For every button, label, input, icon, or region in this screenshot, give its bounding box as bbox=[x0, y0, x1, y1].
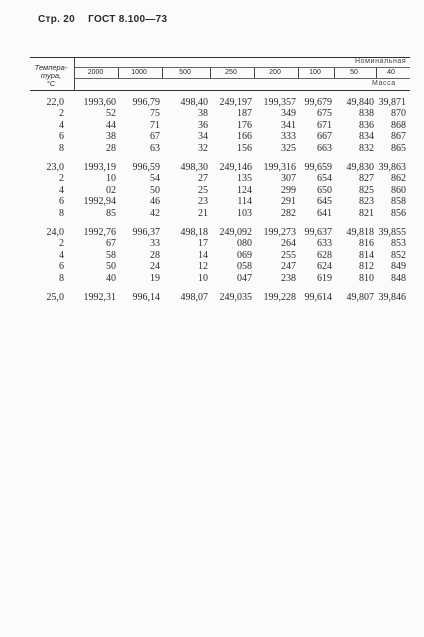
mass-cell: 996,79 bbox=[132, 97, 160, 108]
table-row bbox=[0, 120, 424, 131]
mass-cell: 628 bbox=[317, 249, 332, 261]
mass-cell: 99,659 bbox=[304, 162, 332, 173]
temperature-cell: 6 bbox=[59, 131, 64, 143]
temperature-cell: 6 bbox=[59, 261, 64, 273]
table-row bbox=[0, 227, 424, 238]
mass-cell: 99,679 bbox=[304, 97, 332, 108]
column-header-rule bbox=[75, 67, 410, 68]
mass-cell: 39,871 bbox=[378, 97, 406, 108]
mass-cell: 255 bbox=[281, 249, 296, 261]
mass-cell: 650 bbox=[317, 184, 332, 196]
mass-cell: 821 bbox=[359, 207, 374, 219]
mass-cell: 49,807 bbox=[346, 292, 374, 303]
group-header-label: Номинальная bbox=[355, 58, 407, 65]
mass-cell: 834 bbox=[359, 131, 374, 143]
mass-cell: 114 bbox=[237, 196, 252, 208]
mass-cell: 63 bbox=[150, 142, 160, 154]
table-row bbox=[0, 196, 424, 207]
mass-cell: 264 bbox=[281, 238, 296, 250]
mass-cell: 307 bbox=[281, 173, 296, 185]
mass-cell: 633 bbox=[317, 238, 332, 250]
page-number: Стр. 20 bbox=[38, 14, 76, 25]
mass-cell: 867 bbox=[391, 131, 406, 143]
column-separator bbox=[118, 68, 119, 78]
mass-cell: 49,840 bbox=[346, 97, 374, 108]
mass-cell: 1992,94 bbox=[83, 196, 116, 208]
mass-cell: 67 bbox=[106, 238, 116, 250]
mass-cell: 10 bbox=[198, 272, 208, 284]
mass-cell: 85 bbox=[106, 207, 116, 219]
mass-cell: 23 bbox=[198, 196, 208, 208]
table-row bbox=[0, 185, 424, 196]
mass-cell: 28 bbox=[106, 142, 116, 154]
mass-cell: 832 bbox=[359, 142, 374, 154]
temperature-cell: 2 bbox=[59, 108, 64, 120]
mass-cell: 99,637 bbox=[304, 227, 332, 238]
mass-cell: 39,855 bbox=[378, 227, 406, 238]
mass-cell: 282 bbox=[281, 207, 296, 219]
mass-cell: 853 bbox=[391, 238, 406, 250]
column-header: 1000 bbox=[131, 69, 147, 76]
mass-cell: 25 bbox=[198, 184, 208, 196]
temperature-cell: 24,0 bbox=[46, 227, 64, 238]
mass-cell: 865 bbox=[391, 142, 406, 154]
column-header: 200 bbox=[269, 69, 281, 76]
table-row bbox=[0, 97, 424, 108]
column-header: 40 bbox=[387, 69, 395, 76]
mass-cell: 32 bbox=[198, 142, 208, 154]
mass-cell: 17 bbox=[198, 238, 208, 250]
mass-cell: 862 bbox=[391, 173, 406, 185]
mass-cell: 238 bbox=[281, 272, 296, 284]
mass-cell: 27 bbox=[198, 173, 208, 185]
mass-cell: 52 bbox=[106, 108, 116, 120]
table-top-rule bbox=[30, 57, 410, 58]
mass-cell: 156 bbox=[237, 142, 252, 154]
mass-cell: 103 bbox=[237, 207, 252, 219]
table-row bbox=[0, 173, 424, 184]
column-header: 2000 bbox=[87, 69, 104, 76]
mass-cell: 54 bbox=[150, 173, 160, 185]
temperature-cell: 8 bbox=[59, 207, 64, 219]
temperature-cell: 22,0 bbox=[46, 97, 64, 108]
mass-cell: 44 bbox=[106, 119, 116, 131]
mass-cell: 663 bbox=[317, 142, 332, 154]
mass-cell: 99,614 bbox=[304, 292, 332, 303]
mass-cell: 33 bbox=[150, 238, 160, 250]
mass-cell: 645 bbox=[317, 196, 332, 208]
temperature-cell: 4 bbox=[59, 119, 64, 131]
mass-cell: 21 bbox=[198, 207, 208, 219]
mass-cell: 619 bbox=[317, 272, 332, 284]
mass-cell: 858 bbox=[391, 196, 406, 208]
temp-header-line: Темпера- bbox=[34, 63, 68, 72]
mass-cell: 667 bbox=[317, 131, 332, 143]
mass-cell: 10 bbox=[106, 173, 116, 185]
column-header: 500 bbox=[179, 69, 191, 76]
mass-cell: 19 bbox=[150, 272, 160, 284]
mass-cell: 624 bbox=[317, 261, 332, 273]
temperature-column-header bbox=[30, 64, 72, 88]
column-separator bbox=[162, 68, 163, 78]
mass-cell: 498,18 bbox=[180, 227, 208, 238]
mass-cell: 14 bbox=[198, 249, 208, 261]
mass-cell: 58 bbox=[106, 249, 116, 261]
mass-cell: 848 bbox=[391, 272, 406, 284]
mass-cell: 333 bbox=[281, 131, 296, 143]
mass-cell: 325 bbox=[281, 142, 296, 154]
mass-cell: 02 bbox=[106, 184, 116, 196]
mass-cell: 1993,60 bbox=[83, 97, 116, 108]
table-row bbox=[0, 143, 424, 154]
table-header-bottom-rule bbox=[30, 90, 410, 91]
mass-cell: 247 bbox=[281, 261, 296, 273]
column-separator bbox=[254, 68, 255, 78]
table-row bbox=[0, 131, 424, 142]
column-header: 100 bbox=[309, 69, 321, 76]
mass-cell: 67 bbox=[150, 131, 160, 143]
mass-cell: 641 bbox=[317, 207, 332, 219]
mass-cell: 810 bbox=[359, 272, 374, 284]
mass-cell: 671 bbox=[317, 119, 332, 131]
mass-cell: 124 bbox=[237, 184, 252, 196]
mass-cell: 1992,76 bbox=[83, 227, 116, 238]
mass-cell: 856 bbox=[391, 207, 406, 219]
table-row bbox=[0, 108, 424, 119]
mass-cell: 38 bbox=[106, 131, 116, 143]
mass-cell: 249,035 bbox=[219, 292, 252, 303]
mass-cell: 816 bbox=[359, 238, 374, 250]
temperature-cell: 6 bbox=[59, 196, 64, 208]
mass-cell: 166 bbox=[237, 131, 252, 143]
mass-cell: 39,846 bbox=[378, 292, 406, 303]
mass-cell: 12 bbox=[198, 261, 208, 273]
mass-cell: 675 bbox=[317, 108, 332, 120]
mass-cell: 187 bbox=[237, 108, 252, 120]
mass-cell: 080 bbox=[237, 238, 252, 250]
mass-cell: 42 bbox=[150, 207, 160, 219]
mass-cell: 199,316 bbox=[263, 162, 296, 173]
document-code: ГОСТ 8.100—73 bbox=[88, 14, 168, 25]
mass-cell: 996,14 bbox=[132, 292, 160, 303]
mass-header-label: Масса bbox=[372, 80, 396, 87]
mass-cell: 349 bbox=[281, 108, 296, 120]
table-row bbox=[0, 238, 424, 249]
temperature-cell: 23,0 bbox=[46, 162, 64, 173]
table-row bbox=[0, 292, 424, 303]
mass-cell: 49,818 bbox=[346, 227, 374, 238]
mass-cell: 825 bbox=[359, 184, 374, 196]
mass-cell: 860 bbox=[391, 184, 406, 196]
mass-cell: 199,357 bbox=[263, 97, 296, 108]
mass-cell: 498,30 bbox=[180, 162, 208, 173]
temperature-cell: 2 bbox=[59, 238, 64, 250]
mass-cell: 75 bbox=[150, 108, 160, 120]
temperature-cell: 25,0 bbox=[46, 292, 64, 303]
mass-cell: 71 bbox=[150, 119, 160, 131]
mass-cell: 299 bbox=[281, 184, 296, 196]
mass-cell: 199,273 bbox=[263, 227, 296, 238]
column-separator bbox=[210, 68, 211, 78]
table-row bbox=[0, 162, 424, 173]
temp-header-line: тура, bbox=[40, 71, 62, 80]
temperature-cell: 4 bbox=[59, 184, 64, 196]
mass-cell: 249,092 bbox=[219, 227, 252, 238]
mass-cell: 249,197 bbox=[219, 97, 252, 108]
mass-cell: 135 bbox=[237, 173, 252, 185]
mass-cell: 849 bbox=[391, 261, 406, 273]
mass-cell: 058 bbox=[237, 261, 252, 273]
mass-cell: 1992,31 bbox=[83, 292, 116, 303]
mass-cell: 870 bbox=[391, 108, 406, 120]
mass-cell: 047 bbox=[237, 272, 252, 284]
mass-cell: 46 bbox=[150, 196, 160, 208]
mass-cell: 50 bbox=[150, 184, 160, 196]
column-separator bbox=[334, 68, 335, 78]
mass-cell: 40 bbox=[106, 272, 116, 284]
mass-cell: 249,146 bbox=[219, 162, 252, 173]
temperature-column-separator bbox=[74, 58, 75, 90]
mass-cell: 199,228 bbox=[263, 292, 296, 303]
mass-cell: 852 bbox=[391, 249, 406, 261]
temperature-cell: 2 bbox=[59, 173, 64, 185]
column-header: 50 bbox=[350, 69, 358, 76]
temperature-cell: 8 bbox=[59, 142, 64, 154]
temperature-cell: 4 bbox=[59, 249, 64, 261]
page-header bbox=[38, 14, 171, 25]
mass-cell: 498,40 bbox=[180, 97, 208, 108]
table-row bbox=[0, 208, 424, 219]
mass-cell: 24 bbox=[150, 261, 160, 273]
mass-cell: 827 bbox=[359, 173, 374, 185]
temperature-cell: 8 bbox=[59, 272, 64, 284]
mass-cell: 176 bbox=[237, 119, 252, 131]
table-row bbox=[0, 261, 424, 272]
mass-cell: 812 bbox=[359, 261, 374, 273]
mass-cell: 868 bbox=[391, 119, 406, 131]
mass-cell: 996,59 bbox=[132, 162, 160, 173]
temp-header-line: °С bbox=[46, 79, 56, 88]
mass-cell: 1993,19 bbox=[83, 162, 116, 173]
mass-cell: 50 bbox=[106, 261, 116, 273]
mass-cell: 654 bbox=[317, 173, 332, 185]
table-row bbox=[0, 273, 424, 284]
mass-cell: 838 bbox=[359, 108, 374, 120]
column-header: 250 bbox=[225, 69, 237, 76]
mass-cell: 34 bbox=[198, 131, 208, 143]
mass-cell: 836 bbox=[359, 119, 374, 131]
mass-cell: 28 bbox=[150, 249, 160, 261]
mass-cell: 36 bbox=[198, 119, 208, 131]
mass-cell: 341 bbox=[281, 119, 296, 131]
column-separator bbox=[298, 68, 299, 78]
mass-cell: 823 bbox=[359, 196, 374, 208]
mass-cell: 39,863 bbox=[378, 162, 406, 173]
mass-cell: 38 bbox=[198, 108, 208, 120]
mass-cell: 498,07 bbox=[180, 292, 208, 303]
column-separator bbox=[376, 68, 377, 78]
mass-cell: 291 bbox=[281, 196, 296, 208]
mass-cell: 49,830 bbox=[346, 162, 374, 173]
mass-header-rule bbox=[75, 78, 410, 79]
table-row bbox=[0, 250, 424, 261]
mass-cell: 814 bbox=[359, 249, 374, 261]
mass-cell: 996,37 bbox=[132, 227, 160, 238]
mass-cell: 069 bbox=[237, 249, 252, 261]
